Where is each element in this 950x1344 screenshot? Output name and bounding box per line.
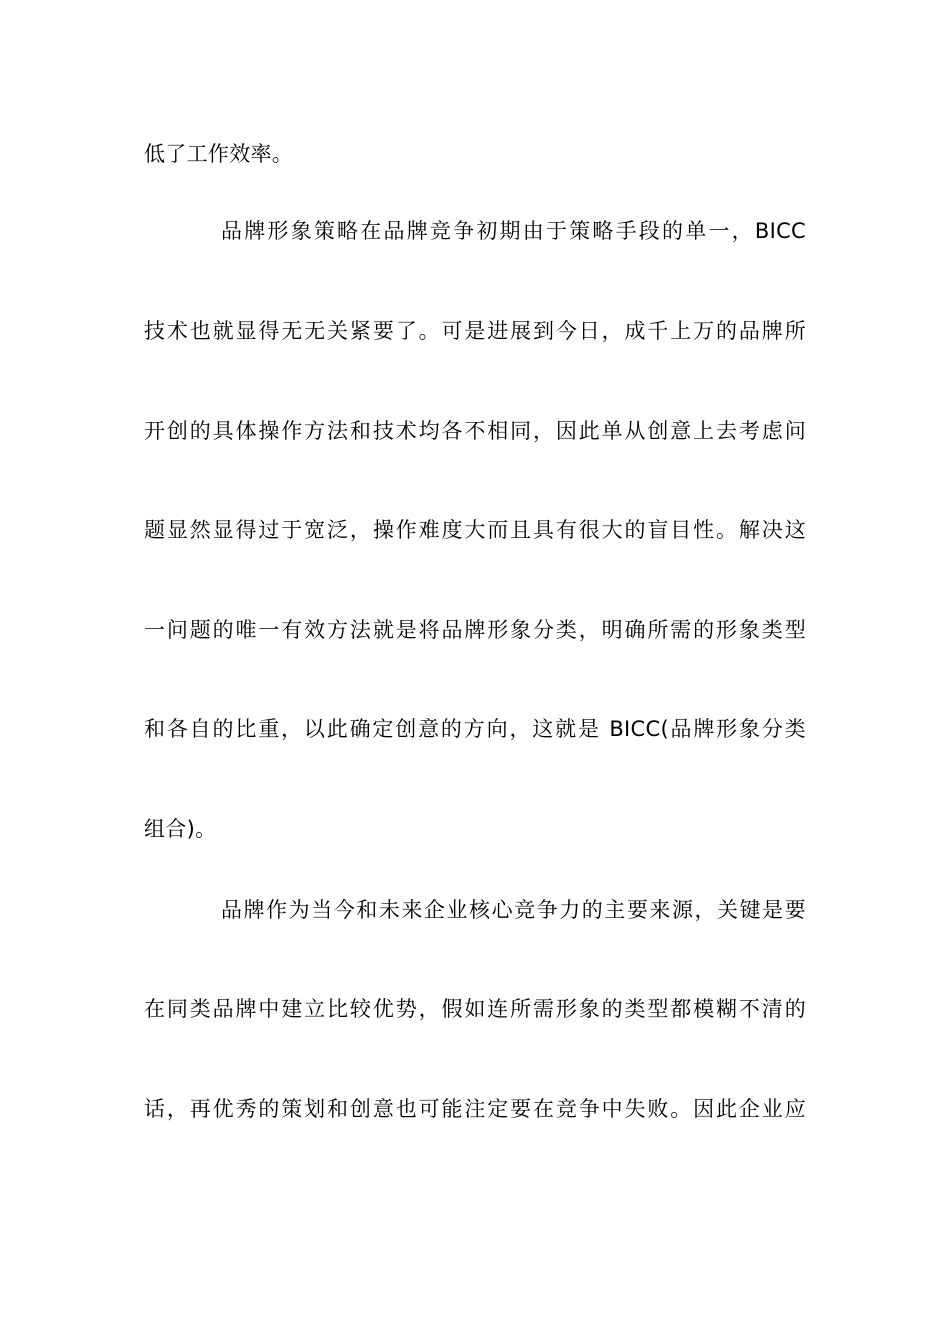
- paragraph-3-line-3: 话，再优秀的策划和创意也可能注定要在竞争中失败。因此企业应: [144, 1097, 806, 1121]
- paragraph-2-line-6: 和各自的比重，以此确定创意的方向，这就是 BICC(品牌形象分类: [144, 717, 806, 741]
- paragraph-3-line-2: 在同类品牌中建立比较优势，假如连所需形象的类型都模糊不清的: [144, 997, 806, 1021]
- paragraph-2-line-4: 题显然显得过于宽泛，操作难度大而且具有很大的盲目性。解决这: [144, 518, 806, 542]
- paragraph-2-line-3: 开创的具体操作方法和技术均各不相同，因此单从创意上去考虑问: [144, 419, 806, 443]
- paragraph-2-line-2: 技术也就显得无无关紧要了。可是进展到今日，成千上万的品牌所: [144, 319, 806, 343]
- paragraph-2-line-1: 品牌形象策略在品牌竞争初期由于策略手段的单一，BICC: [221, 219, 806, 243]
- paragraph-2-line-7: 组合)。: [144, 817, 217, 841]
- paragraph-3-line-1: 品牌作为当今和未来企业核心竞争力的主要来源，关键是要: [221, 898, 806, 922]
- paragraph-1-line-1: 低了工作效率。: [144, 142, 294, 166]
- paragraph-2-line-5: 一问题的唯一有效方法就是将品牌形象分类，明确所需的形象类型: [144, 618, 806, 642]
